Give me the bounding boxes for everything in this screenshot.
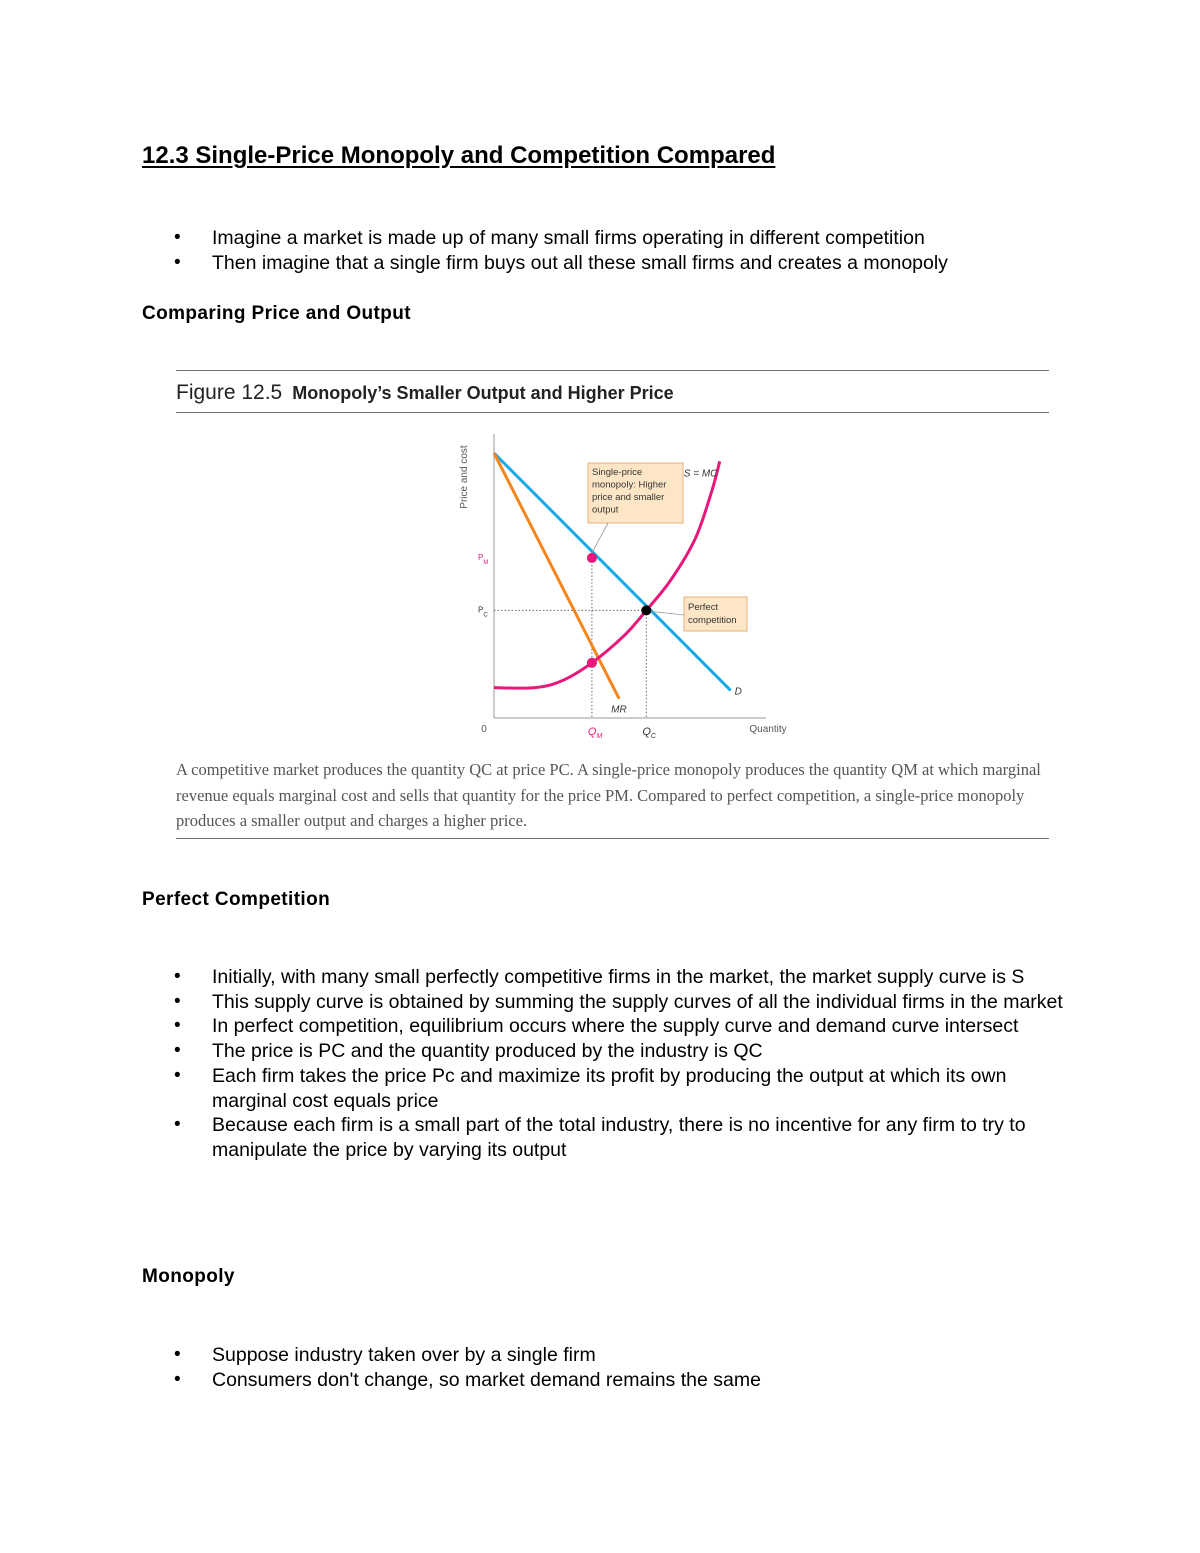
monopoly-annotation-leader <box>592 523 608 553</box>
x-tick-label: $Q_M$ <box>587 726 603 740</box>
figure-title: Monopoly’s Smaller Output and Higher Price <box>292 383 674 403</box>
list-item: • This supply curve is obtained by summing the supply curves of all the individual firms in the market <box>0 990 1072 1015</box>
competition-annotation-text: Perfect competition <box>688 602 737 626</box>
figure-caption: A competitive market produces the quantity QC at price PC. A single-price monopoly produces the quantity QM at which marginal revenue equals marginal cost and sells that quantity for the price PM. Compared to perfect competition, a single-price monopoly produces a smaller output and charges a higher price. <box>176 760 1041 830</box>
monopoly-point <box>587 553 597 563</box>
mr-mc-intersection <box>587 658 597 668</box>
list-item: • Imagine a market is made up of many small firms operating in different competition <box>0 226 1072 251</box>
list-item: • Consumers don't change, so market demand remains the same <box>0 1368 1072 1393</box>
y-tick-label: $P_C$ <box>478 605 488 619</box>
section-heading-comparing: Comparing Price and Output <box>142 303 412 324</box>
y-axis-label: Price and cost <box>459 445 470 509</box>
mr-label: MR <box>611 704 627 716</box>
list-item: • Suppose industry taken over by a single firm <box>0 1343 1072 1368</box>
list-item: • The price is PC and the quantity produced by the industry is QC <box>0 1039 1072 1064</box>
section-heading-perfect-competition: Perfect Competition <box>142 889 331 910</box>
x-axis-label: Quantity <box>749 724 787 735</box>
figure-label <box>176 381 674 405</box>
monopoly-bullet-list <box>0 1343 1072 1392</box>
demand-label: D <box>734 686 742 698</box>
intro-bullet-list <box>0 226 1072 275</box>
figure-chart <box>420 420 800 750</box>
list-item: • Because each firm is a small part of the total industry, there is no incentive for any firm to try to manipulate the price by varying its output <box>0 1113 1072 1162</box>
equilibrium-point <box>641 605 651 615</box>
y-tick-label: $P_M$ <box>478 552 489 566</box>
page-title: 12.3 Single-Price Monopoly and Competition Compared <box>142 142 776 169</box>
section-heading-monopoly: Monopoly <box>142 1266 235 1287</box>
figure-number: Figure 12.5 <box>176 381 283 404</box>
list-item: • Then imagine that a single firm buys out all these small firms and creates a monopoly <box>0 251 1072 276</box>
x-tick-label: $Q_C$ <box>642 726 656 740</box>
perfect-competition-bullet-list <box>0 965 1072 1163</box>
figure-top-rule <box>176 370 1049 371</box>
origin-label: 0 <box>481 724 487 735</box>
monopoly-annotation-text: Single-price monopoly: Higher price and smaller output <box>592 467 667 516</box>
list-item: • Initially, with many small perfectly competitive firms in the market, the market supply curve is S <box>0 965 1072 990</box>
list-item: • Each firm takes the price Pc and maximize its profit by producing the output at which its own marginal cost equals price <box>0 1064 1072 1113</box>
list-item: • In perfect competition, equilibrium occurs where the supply curve and demand curve intersect <box>0 1014 1072 1039</box>
figure-title-rule <box>176 412 1049 413</box>
figure-bottom-rule <box>176 838 1049 839</box>
supply-mc-label: S = MC <box>683 468 718 480</box>
